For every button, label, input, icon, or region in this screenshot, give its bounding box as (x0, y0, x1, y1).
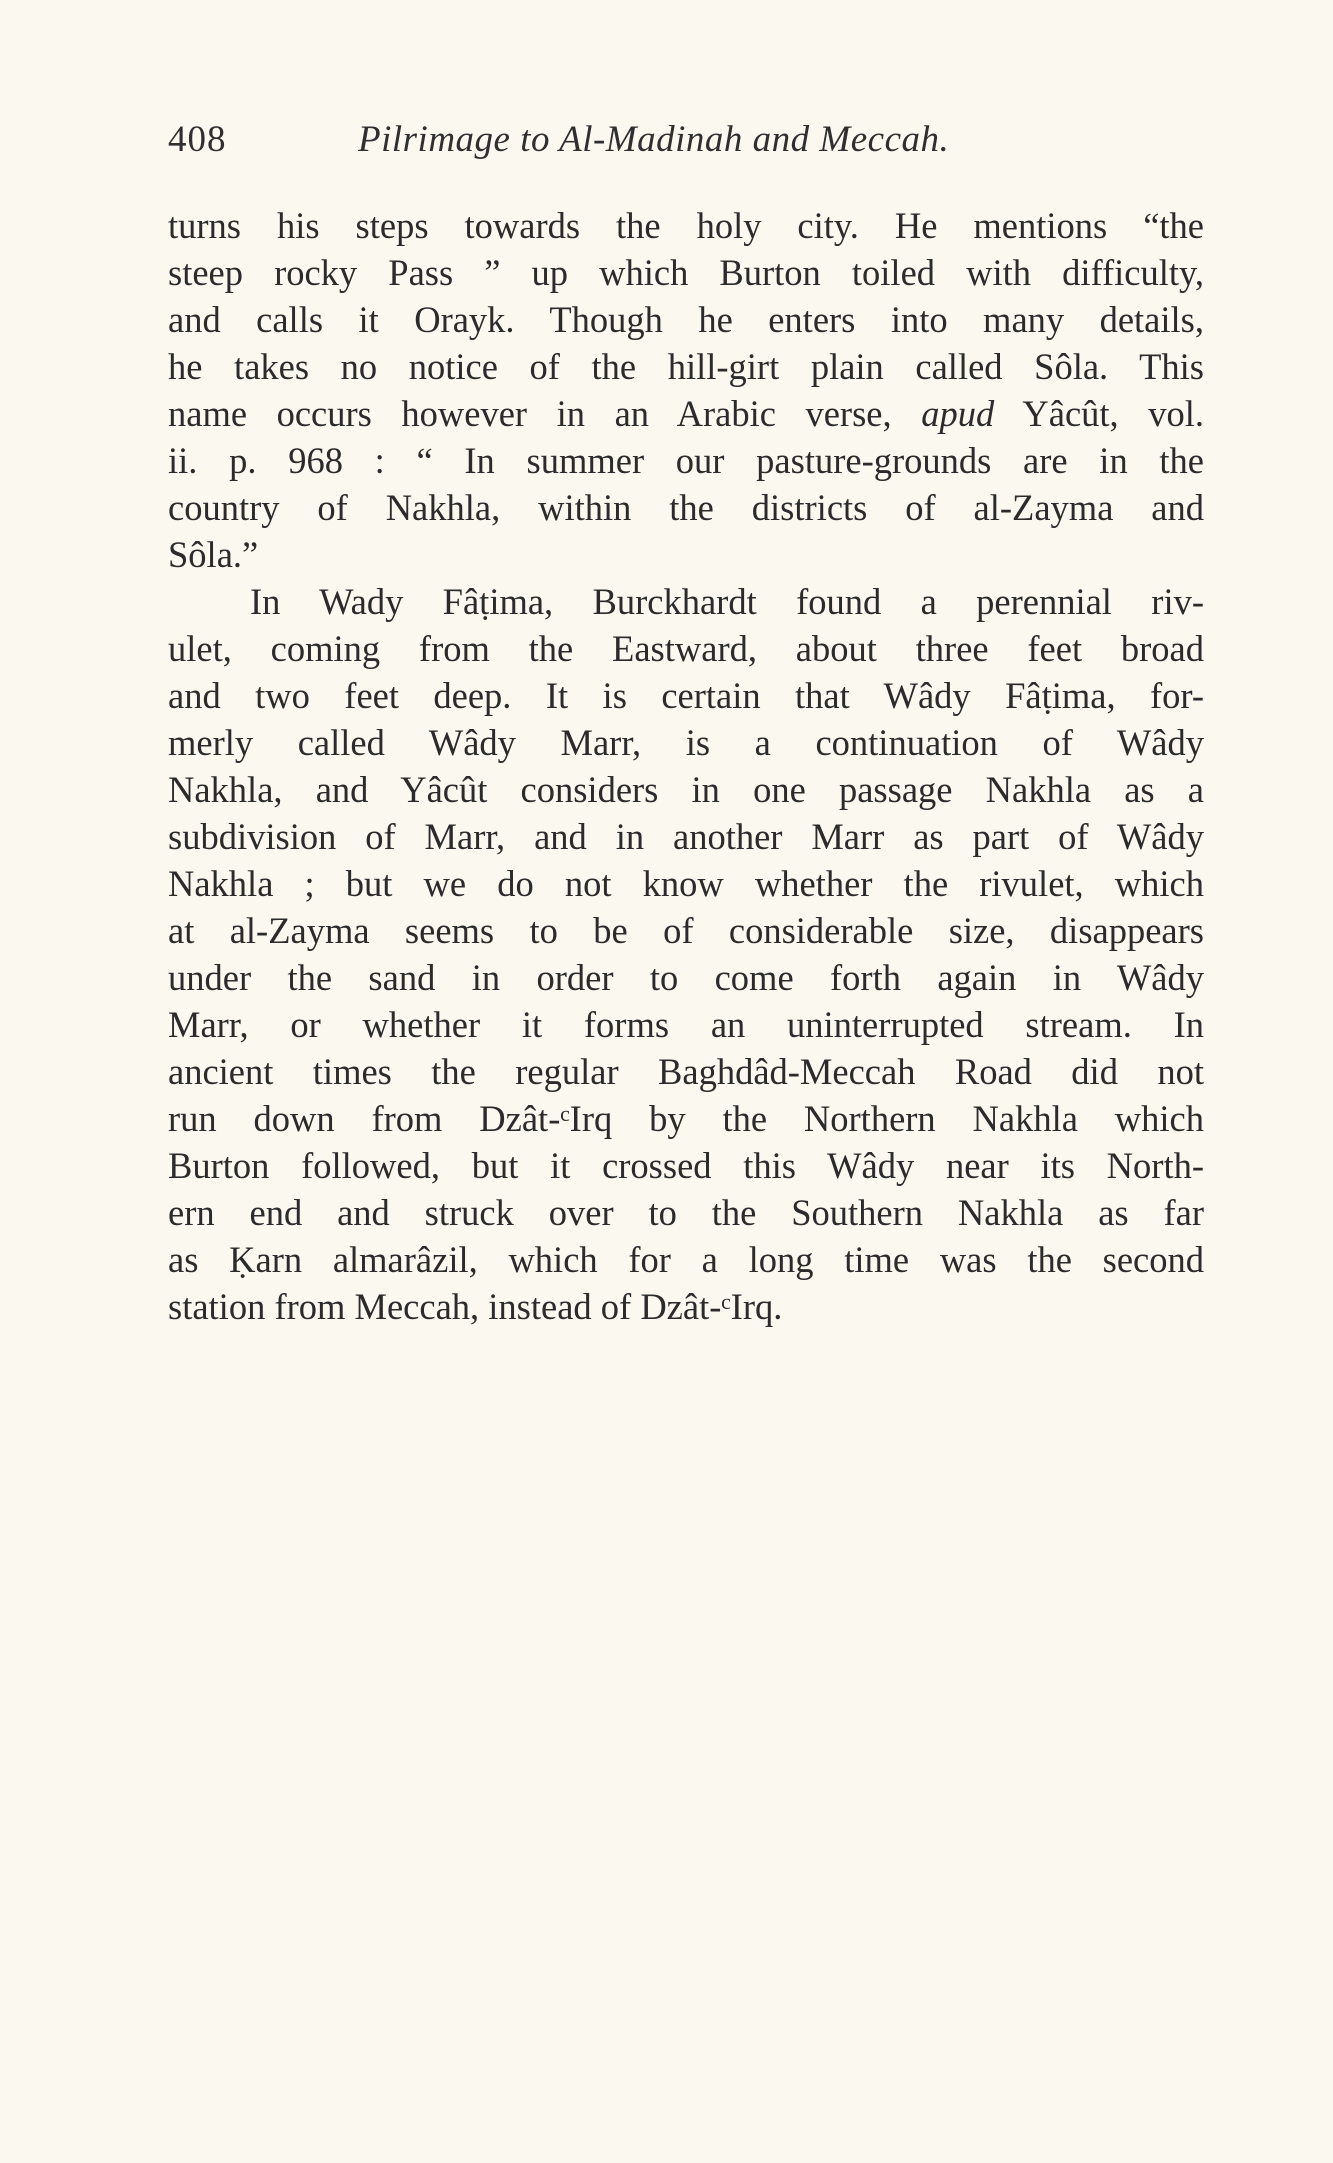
text-line: station from Meccah, instead of Dzât-ᶜIrq. (168, 1286, 783, 1327)
text-run: Yâcût, vol. (994, 393, 1204, 434)
running-head (168, 118, 1208, 178)
text-line: subdivision of Marr, and in another Marr as part of Wâdy (168, 816, 1204, 857)
text-line: ancient times the regular Baghdâd-Meccah Road did not (168, 1051, 1204, 1092)
italic-word: apud (921, 393, 995, 434)
text-line (168, 390, 1204, 437)
text-line: merly called Wâdy Marr, is a continuation of Wâdy (168, 722, 1204, 763)
text-line: country of Nakhla, within the districts of al-Zayma and (168, 487, 1204, 528)
text-line: In Wady Fâṭima, Burckhardt found a perennial riv- (250, 581, 1204, 622)
running-title: Pilrimage to Al-Madinah and Meccah. (358, 119, 950, 160)
body-text (168, 202, 1204, 1330)
page-number: 408 (168, 119, 227, 160)
text-run: name occurs however in an Arabic verse, (168, 393, 922, 434)
text-line: and calls it Orayk. Though he enters into many details, (168, 299, 1204, 340)
text-line: Burton followed, but it crossed this Wâdy near its North- (168, 1145, 1204, 1186)
text-line: and two feet deep. It is certain that Wâdy Fâṭima, for- (168, 675, 1204, 716)
text-line: turns his steps towards the holy city. He mentions “the (168, 205, 1204, 246)
text-line: Nakhla, and Yâcût considers in one passage Nakhla as a (168, 769, 1204, 810)
text-line: Sôla.” (168, 534, 259, 575)
text-line: he takes no notice of the hill-girt plain called Sôla. This (168, 346, 1204, 387)
text-line: ulet, coming from the Eastward, about three feet broad (168, 628, 1204, 669)
text-line: under the sand in order to come forth again in Wâdy (168, 957, 1204, 998)
text-line: at al-Zayma seems to be of considerable size, disappears (168, 910, 1204, 951)
text-line: run down from Dzât-ᶜIrq by the Northern Nakhla which (168, 1098, 1204, 1139)
text-line: Marr, or whether it forms an uninterrupted stream. In (168, 1004, 1204, 1045)
text-line: ii. p. 968 : “ In summer our pasture-grounds are in the (168, 440, 1204, 481)
text-line: ern end and struck over to the Southern Nakhla as far (168, 1192, 1204, 1233)
text-line: Nakhla ; but we do not know whether the rivulet, which (168, 863, 1204, 904)
text-line: steep rocky Pass ” up which Burton toiled with difficulty, (168, 252, 1204, 293)
text-line: as Ḳarn almarâzil, which for a long time was the second (168, 1239, 1204, 1280)
